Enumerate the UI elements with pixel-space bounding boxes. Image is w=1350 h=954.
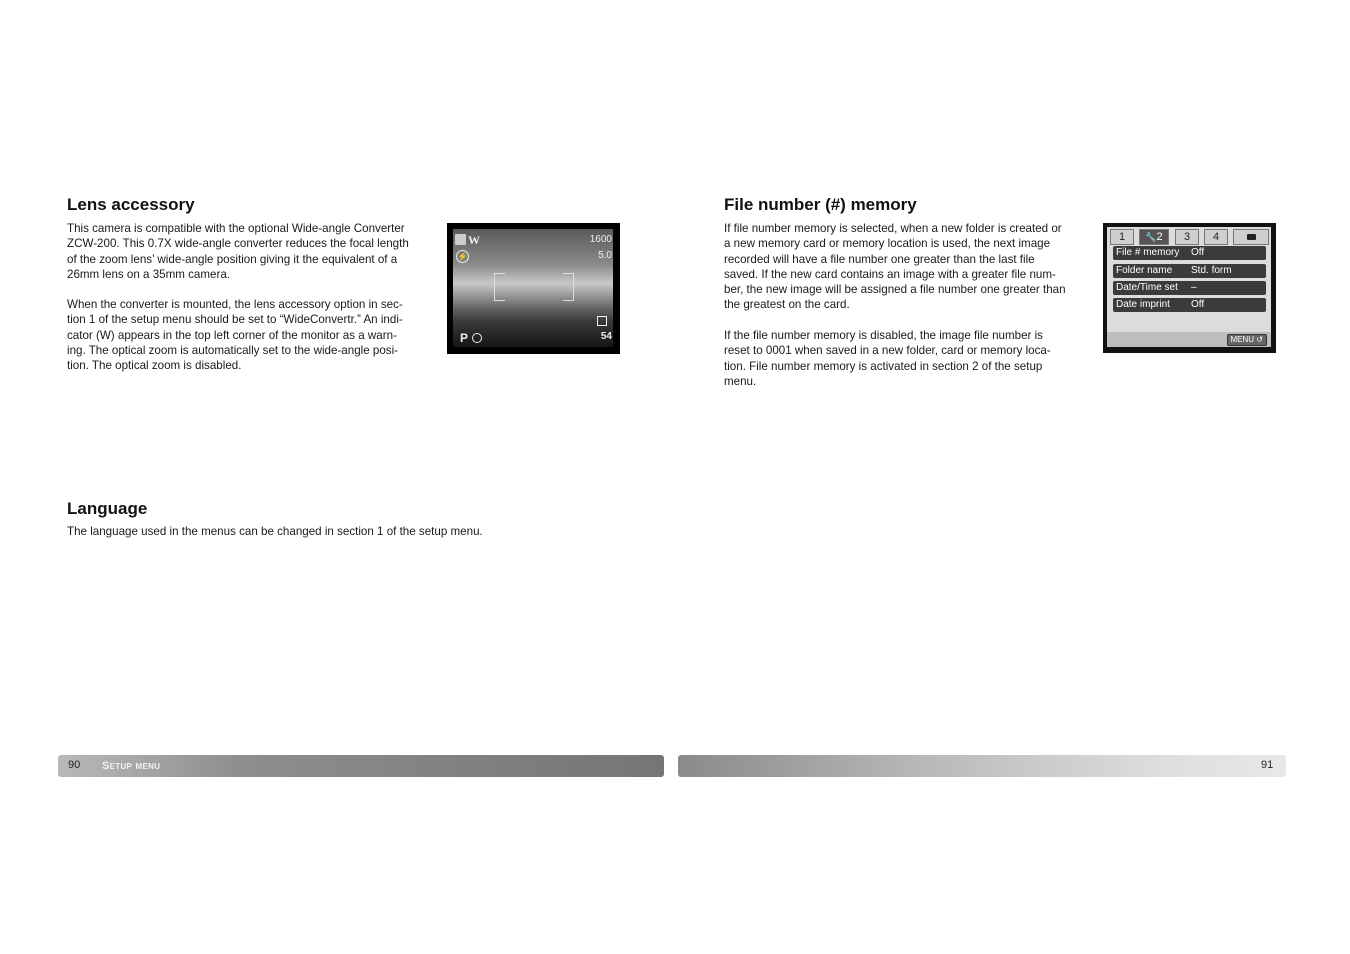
file-number-memory-paragraph-1: If file number memory is selected, when a new folder is created or a new memory card or memory location is used, the next image recorded will have a file number one greater than the last file saved. If the new card contains an image with a greater file num- ber, the new image will be assigned a file number one greater than the greatest on the card.: [724, 222, 1066, 312]
menu-row-label: Date imprint: [1116, 299, 1170, 310]
menu-row-value: Std. form: [1191, 265, 1232, 276]
setup-menu-illustration: [1103, 223, 1276, 353]
lens-accessory-paragraph-1: This camera is compatible with the optional Wide-angle Converter ZCW-200. This 0.7X wide-angle converter reduces the focal length of the zoom lens’ wide-angle position giving it the equivalent of a 26mm lens on a 35mm camera.: [67, 222, 409, 281]
language-heading: Language: [67, 499, 148, 518]
menu-row-folder-name: [1113, 264, 1266, 278]
page-number-left: 90: [68, 759, 81, 771]
menu-row-date-imprint: [1113, 298, 1266, 312]
lens-accessory-paragraph-2: When the converter is mounted, the lens accessory option in sec- tion 1 of the setup menu should be set to “WideConvertr.” An indi- cator (W) appears in the top left corner of the monitor as a warn- ing. The optical zoom is automatically set to the wide-angle posi- tion. The optical zoom is disabled.: [67, 298, 403, 373]
shutter-speed-readout: 1600: [589, 234, 612, 245]
menu-tab-1: 1: [1110, 229, 1134, 245]
menu-return-button: [1227, 334, 1268, 346]
file-number-memory-paragraph-2: If the file number memory is disabled, the image file number is reset to 0001 when saved in a new folder, card or memory loca- tion. File number memory is activated in section 2 of the setup menu.: [724, 329, 1051, 388]
file-number-memory-heading: File number (#) memory: [724, 195, 917, 214]
focus-frame-left: [494, 273, 505, 301]
menu-row-label: Folder name: [1116, 265, 1173, 276]
frame-counter: 54: [600, 331, 612, 342]
menu-row-label: File # memory: [1116, 247, 1180, 258]
drive-mode-icon: [597, 316, 607, 326]
language-paragraph: The language used in the menus can be changed in section 1 of the setup menu.: [67, 525, 483, 538]
menu-row-date-time: [1113, 281, 1266, 295]
focus-frame-right: [563, 273, 574, 301]
section-label: Setup menu: [102, 760, 161, 772]
camera-mode-icon: [455, 234, 466, 245]
menu-tab-2-label: 2: [1156, 231, 1163, 243]
menu-row-value: –: [1191, 282, 1197, 293]
wrench-icon: 🔧: [1145, 232, 1157, 242]
metering-mode-icon: [472, 333, 482, 343]
menu-tab-2: [1139, 229, 1169, 245]
camera-monitor-illustration: [447, 223, 620, 354]
menu-row-value: Off: [1191, 247, 1205, 258]
return-arrow-icon: ↺: [1256, 335, 1263, 344]
camera-icon: [1247, 234, 1256, 240]
menu-row-file-memory: [1113, 246, 1266, 260]
menu-tab-4: 4: [1204, 229, 1228, 245]
menu-row-label: Date/Time set: [1116, 282, 1178, 293]
exposure-mode-indicator: P: [460, 331, 469, 345]
footer-bar-right: [678, 755, 1286, 777]
lens-accessory-heading: Lens accessory: [67, 195, 195, 214]
menu-footer: [1107, 332, 1271, 347]
menu-row-value: Off: [1191, 299, 1205, 310]
wide-converter-indicator: W: [468, 233, 480, 247]
flash-mode-icon: ⚡: [457, 252, 468, 261]
menu-tab-3: 3: [1175, 229, 1199, 245]
page-number-right: 91: [1261, 759, 1274, 771]
menu-tab-camera: [1233, 229, 1269, 245]
aperture-readout: 5.0: [598, 250, 612, 261]
menu-button-label: MENU: [1230, 335, 1255, 344]
setup-menu-screen: [1107, 227, 1271, 347]
